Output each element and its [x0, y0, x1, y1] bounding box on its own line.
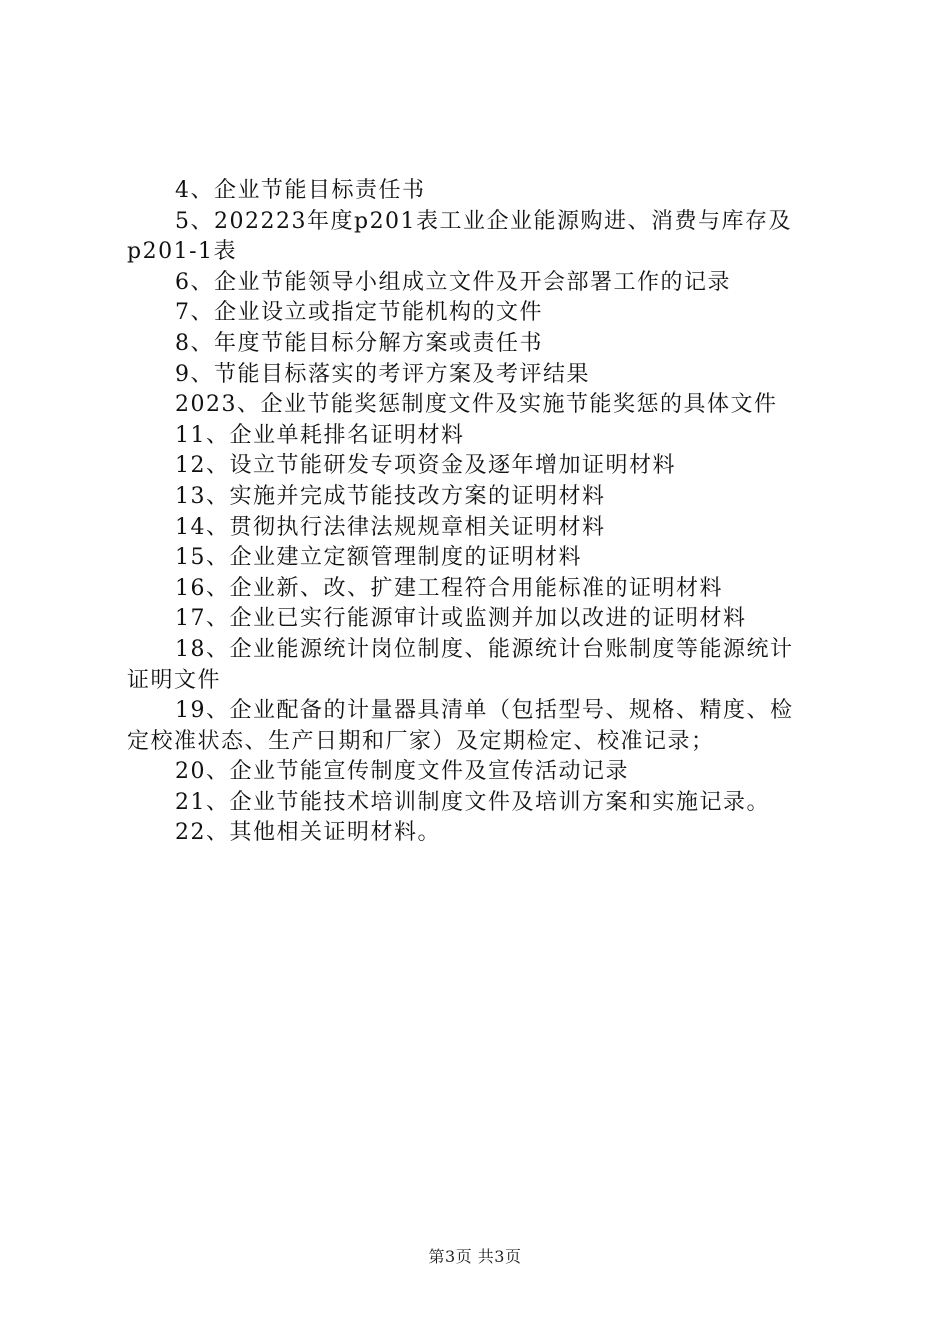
list-item	[127, 543, 833, 574]
list-item-text: 4、企业节能目标责任书	[175, 178, 426, 203]
list-item	[127, 360, 833, 391]
list-item-text: 17、企业已实行能源审计或监测并加以改进的证明材料	[175, 606, 747, 632]
list-item-text: 14、贯彻执行法律法规规章相关证明材料	[175, 514, 606, 540]
list-item-text: 8、年度节能目标分解方案或责任书	[175, 330, 543, 356]
list-item-text: 21、企业节能技术培训制度文件及培训方案和实施记录。	[175, 789, 770, 815]
list-item-text-continued: 证明文件	[127, 667, 222, 693]
list-item	[127, 635, 833, 696]
list-item-text: 22、其他相关证明材料。	[175, 820, 441, 846]
list-item-text-continued: p201-1表	[127, 239, 238, 265]
list-item-text: 15、企业建立定额管理制度的证明材料	[175, 545, 582, 571]
list-item	[127, 604, 833, 635]
list-item	[127, 818, 833, 849]
list-item	[127, 268, 833, 299]
document-body	[127, 176, 833, 849]
list-item	[127, 513, 833, 544]
list-item	[127, 329, 833, 360]
list-item	[127, 696, 833, 757]
list-item-text: 6、企业节能领导小组成立文件及开会部署工作的记录	[175, 269, 731, 295]
list-item-text: 16、企业新、改、扩建工程符合用能标准的证明材料	[175, 575, 723, 601]
list-item-text: 19、企业配备的计量器具清单（包括型号、规格、精度、检	[175, 698, 794, 724]
list-item	[127, 757, 833, 788]
list-item	[127, 176, 833, 207]
list-item	[127, 207, 833, 268]
list-item-text: 7、企业设立或指定节能机构的文件	[175, 300, 543, 326]
list-item	[127, 421, 833, 452]
list-item	[127, 390, 833, 421]
page-number-footer: 第3页 共3页	[428, 1247, 522, 1266]
list-item	[127, 482, 833, 513]
list-item	[127, 298, 833, 329]
list-item-text: 5、202223年度p201表工业企业能源购进、消费与库存及	[175, 208, 793, 234]
list-item	[127, 788, 833, 819]
list-item-text: 12、设立节能研发专项资金及逐年增加证明材料	[175, 453, 676, 479]
list-item-text: 2023、企业节能奖惩制度文件及实施节能奖惩的具体文件	[175, 392, 778, 418]
list-item-text: 9、节能目标落实的考评方案及考评结果	[175, 361, 590, 387]
list-item-text: 18、企业能源统计岗位制度、能源统计台账制度等能源统计	[175, 636, 794, 662]
list-item	[127, 451, 833, 482]
list-item-text: 13、实施并完成节能技改方案的证明材料	[175, 483, 606, 509]
list-item-text-continued: 定校准状态、生产日期和厂家）及定期检定、校准记录；	[127, 728, 715, 754]
list-item	[127, 574, 833, 605]
list-item-text: 11、企业单耗排名证明材料	[175, 422, 465, 448]
list-item-text: 20、企业节能宣传制度文件及宣传活动记录	[175, 759, 629, 785]
